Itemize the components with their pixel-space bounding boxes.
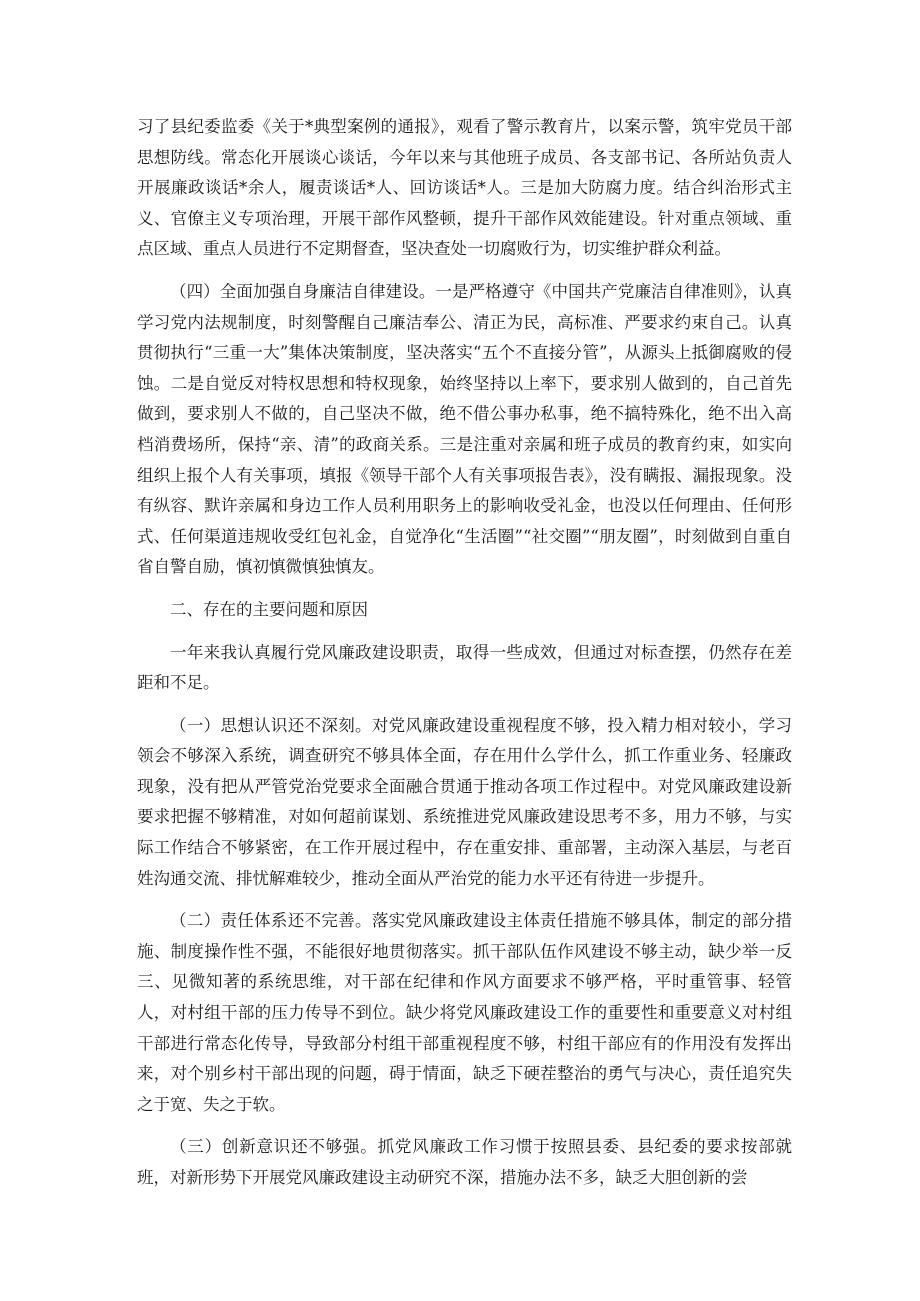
paragraph-continuation: 习了县纪委监委《关于*典型案例的通报》，观看了警示教育片，以案示警，筑牢党员干部思想防线。常态化开展谈心谈话，今年以来与其他班子成员、各支部书记、各所站负责人开展廉政谈话*余人，履责谈话*人、回访谈话*人。三是加大防腐力度。结合纠治形式主义、官僚主义专项治理，开展干部作风整顿，提升干部作风效能建设。针对重点领域、重点区域、重点人员进行不定期督查，坚决查处一切腐败行为，切实维护群众利益。	[137, 117, 792, 259]
paragraph-problem-3: （三）创新意识还不够强。抓党风廉政工作习惯于按照县委、县纪委的要求按部就班，对新形势下开展党风廉政建设主动研究不深，措施办法不多，缺乏大胆创新的尝	[137, 1137, 792, 1187]
paragraph-self-discipline: （四）全面加强自身廉洁自律建设。一是严格遵守《中国共产党廉洁自律准则》，认真学习党内法规制度，时刻警醒自己廉洁奉公、清正为民，高标准、严要求约束自己。认真贯彻执行“三重一大”集体决策制度，坚决落实“五个不直接分管”，从源头上抵御腐败的侵蚀。二是自觉反对特权思想和特权现象，始终坚持以上率下，要求别人做到的，自己首先做到，要求别人不做的，自己坚决不做，绝不借公事办私事，绝不搞特殊化，绝不出入高档消费场所，保持“亲、清”的政商关系。三是注重对亲属和班子成员的教育约束，如实向组织上报个人有关事项，填报《领导干部个人有关事项报告表》，没有瞒报、漏报现象。没有纵容、默许亲属和身边工作人员利用职务上的影响收受礼金，也没以任何理由、任何形式、任何渠道违规收受红包礼金，自觉净化“生活圈”“社交圈”“朋友圈”，时刻做到自重自省自警自励，慎初慎微慎独慎友。	[137, 281, 792, 577]
paragraph-intro-problems: 一年来我认真履行党风廉政建设职责，取得一些成效，但通过对标查摆，仍然存在差距和不足。	[137, 642, 792, 693]
paragraph-problem-1: （一）思想认识还不深刻。对党风廉政建设重视程度不够，投入精力相对较小，学习领会不够深入系统，调查研究不够具体全面，存在用什么学什么，抓工作重业务、轻廉政现象，没有把从严管党治党要求全面融合贯通于推动各项工作过程中。对党风廉政建设新要求把握不够精准，对如何超前谋划、系统推进党风廉政建设思考不多，用力不够，与实际工作结合不够紧密，在工作开展过程中，存在重安排、重部署，主动深入基层，与老百姓沟通交流、排忧解难较少，推动全面从严治党的能力水平还有待进一步提升。	[137, 715, 792, 888]
section-heading-problems: 二、存在的主要问题和原因	[170, 599, 368, 619]
document-body	[137, 112, 792, 1206]
paragraph-problem-2: （二）责任体系还不完善。落实党风廉政建设主体责任措施不够具体，制定的部分措施、制度操作性不强，不能很好地贯彻落实。抓干部队伍作风建设不够主动，缺少举一反三、见微知著的系统思维，对干部在纪律和作风方面要求不够严格，平时重管事、轻管人，对村组干部的压力传导不到位。缺少将党风廉政建设工作的重要性和重要意义对村组干部进行常态化传导，导致部分村组干部重视程度不够，村组干部应有的作用没有发挥出来，对个别乡村干部出现的问题，碍于情面，缺乏下硬茬整治的勇气与决心，责任追究失之于宽、失之于软。	[137, 911, 792, 1114]
